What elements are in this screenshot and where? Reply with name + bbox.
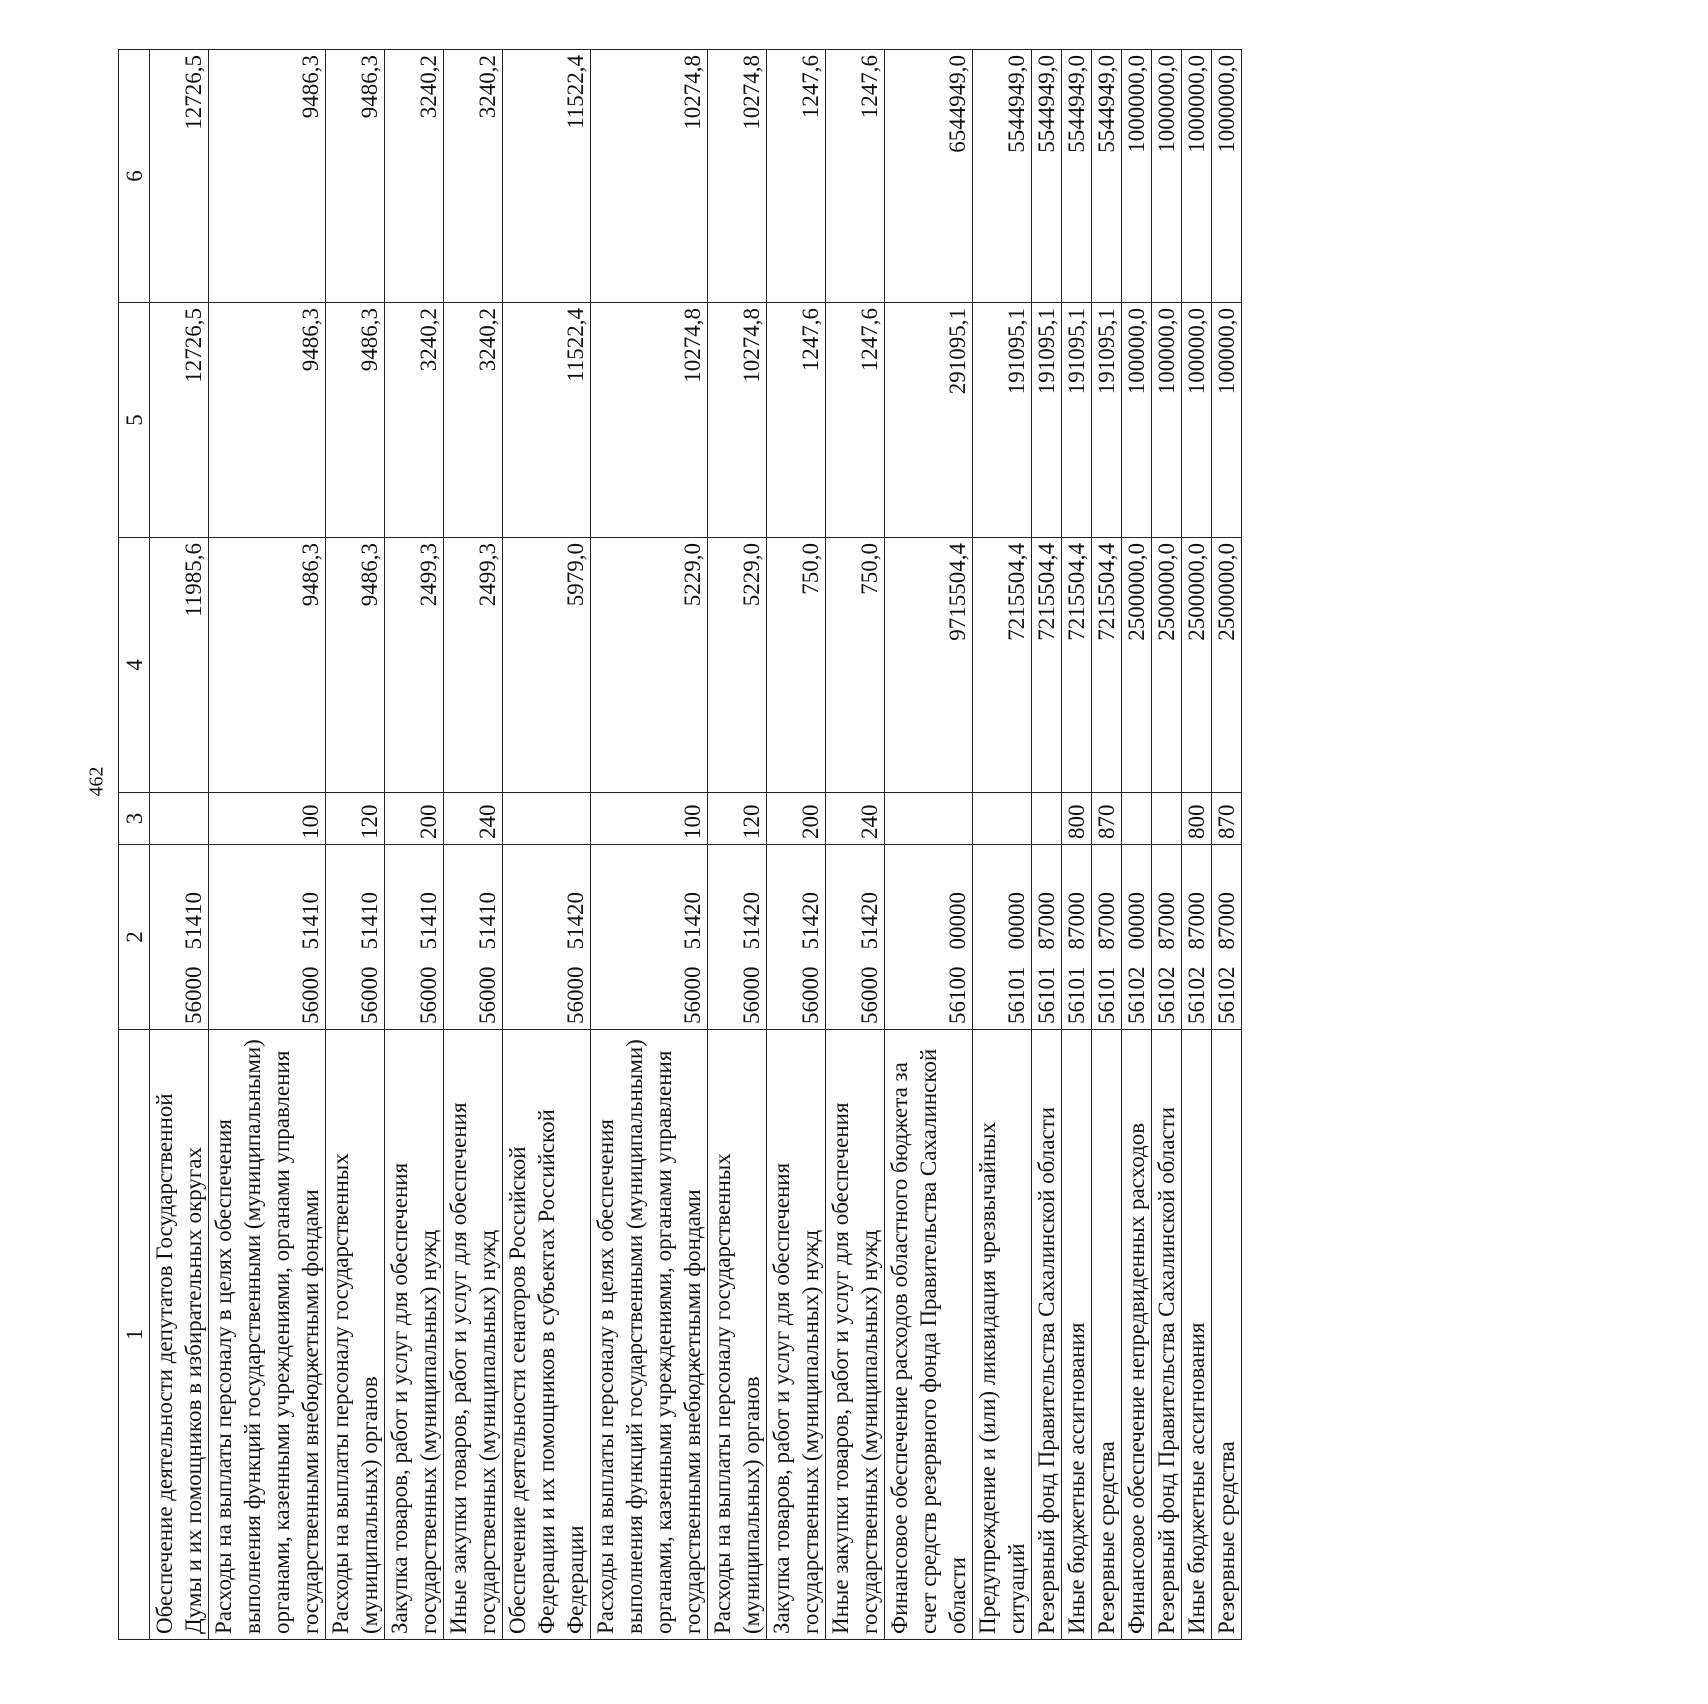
program-code: 56102: [1184, 966, 1209, 1024]
table-row: [385, 50, 444, 1640]
table-row: [326, 50, 385, 1640]
row-value-col5: 291095,1: [885, 303, 973, 538]
table-row: [1032, 50, 1062, 1640]
table-row: [503, 50, 591, 1640]
row-value-col4: 11985,6: [150, 538, 209, 793]
row-expense-type: [1152, 793, 1182, 845]
row-value-col4: 9486,3: [209, 538, 326, 793]
rotated-table-region: [118, 50, 1708, 1634]
row-expense-type: 120: [326, 793, 385, 845]
direction-code: 87000: [1154, 892, 1179, 950]
program-code: 56000: [416, 966, 441, 1024]
row-value-col4: 2500000,0: [1182, 538, 1212, 793]
program-code: 56101: [1064, 966, 1089, 1024]
row-value-col5: 191095,1: [1062, 303, 1092, 538]
table-row: [1182, 50, 1212, 1640]
row-value-col5: 100000,0: [1122, 303, 1152, 538]
direction-code: 87000: [1214, 892, 1239, 950]
row-value-col5: 100000,0: [1212, 303, 1242, 538]
row-name: Обеспечение деятельности депутатов Государственной Думы и их помощников в избирательных округах: [150, 1030, 209, 1640]
row-expense-type: [1032, 793, 1062, 845]
row-name: Резервные средства: [1212, 1030, 1242, 1640]
row-value-col4: 5229,0: [708, 538, 767, 793]
program-code: 56000: [357, 966, 382, 1024]
row-value-col4: 2499,3: [444, 538, 503, 793]
row-value-col6: 9486,3: [326, 50, 385, 303]
row-name: Резервные средства: [1092, 1030, 1122, 1640]
row-name: Расходы на выплаты персоналу в целях обеспечения выполнения функций государственными (муниципальными) органами, казенными учреждениями, органами управления государственными внебюджетными фондами: [209, 1030, 326, 1640]
table-row: [1062, 50, 1092, 1640]
row-value-col5: 191095,1: [1092, 303, 1122, 538]
direction-code: 00000: [1004, 892, 1029, 950]
direction-code: 51410: [416, 892, 441, 950]
row-target-code: [767, 845, 826, 1030]
direction-code: 51410: [475, 892, 500, 950]
row-value-col6: 5544949,0: [1062, 50, 1092, 303]
row-value-col4: 750,0: [767, 538, 826, 793]
row-expense-type: 800: [1182, 793, 1212, 845]
row-value-col4: 750,0: [826, 538, 885, 793]
row-value-col5: 191095,1: [973, 303, 1032, 538]
program-code: 56000: [181, 966, 206, 1024]
row-value-col6: 11522,4: [503, 50, 591, 303]
row-value-col5: 1247,6: [826, 303, 885, 538]
row-name: Расходы на выплаты персоналу государственных (муниципальных) органов: [326, 1030, 385, 1640]
row-expense-type: 240: [826, 793, 885, 845]
direction-code: 00000: [1124, 892, 1149, 950]
row-value-col5: 1247,6: [767, 303, 826, 538]
column-header-3: 3: [119, 793, 150, 845]
row-value-col4: 2500000,0: [1152, 538, 1182, 793]
program-code: 56102: [1154, 966, 1179, 1024]
program-code: 56000: [563, 966, 588, 1024]
row-name: Закупка товаров, работ и услуг для обеспечения государственных (муниципальных) нужд: [767, 1030, 826, 1640]
row-value-col6: 9486,3: [209, 50, 326, 303]
direction-code: 51420: [563, 892, 588, 950]
row-value-col6: 1000000,0: [1182, 50, 1212, 303]
row-target-code: [326, 845, 385, 1030]
row-name: Финансовое обеспечение непредвиденных расходов: [1122, 1030, 1152, 1640]
row-expense-type: [150, 793, 209, 845]
row-target-code: [385, 845, 444, 1030]
budget-table: [118, 49, 1242, 1640]
table-row: [1092, 50, 1122, 1640]
row-value-col6: 1000000,0: [1122, 50, 1152, 303]
program-code: 56100: [945, 966, 970, 1024]
row-value-col4: 5979,0: [503, 538, 591, 793]
column-header-4: 4: [119, 538, 150, 793]
row-target-code: [1212, 845, 1242, 1030]
row-name: Закупка товаров, работ и услуг для обеспечения государственных (муниципальных) нужд: [385, 1030, 444, 1640]
table-row: [1152, 50, 1182, 1640]
row-expense-type: [1122, 793, 1152, 845]
row-value-col6: 5544949,0: [1092, 50, 1122, 303]
row-name: Финансовое обеспечение расходов областного бюджета за счет средств резервного фонда Правительства Сахалинской области: [885, 1030, 973, 1640]
row-value-col6: 6544949,0: [885, 50, 973, 303]
table-row: [708, 50, 767, 1640]
program-code: 56000: [739, 966, 764, 1024]
program-code: 56000: [798, 966, 823, 1024]
row-target-code: [1152, 845, 1182, 1030]
table-row: [209, 50, 326, 1640]
row-value-col6: 1000000,0: [1212, 50, 1242, 303]
program-code: 56102: [1124, 966, 1149, 1024]
row-value-col4: 2500000,0: [1122, 538, 1152, 793]
program-code: 56102: [1214, 966, 1239, 1024]
row-value-col4: 2500000,0: [1212, 538, 1242, 793]
row-value-col6: 10274,8: [591, 50, 708, 303]
row-target-code: [1032, 845, 1062, 1030]
row-expense-type: 870: [1092, 793, 1122, 845]
page-number: 462: [85, 766, 108, 797]
row-value-col4: 2499,3: [385, 538, 444, 793]
row-value-col5: 9486,3: [209, 303, 326, 538]
row-expense-type: 870: [1212, 793, 1242, 845]
row-value-col5: 12726,5: [150, 303, 209, 538]
table-row: [767, 50, 826, 1640]
budget-sheet: [118, 50, 1239, 1640]
row-name: Иные закупки товаров, работ и услуг для обеспечения государственных (муниципальных) нужд: [826, 1030, 885, 1640]
row-value-col5: 10274,8: [591, 303, 708, 538]
row-name: Иные бюджетные ассигнования: [1182, 1030, 1212, 1640]
row-value-col5: 3240,2: [444, 303, 503, 538]
row-expense-type: 200: [767, 793, 826, 845]
row-target-code: [1092, 845, 1122, 1030]
program-code: 56101: [1004, 966, 1029, 1024]
row-value-col5: 11522,4: [503, 303, 591, 538]
row-value-col5: 191095,1: [1032, 303, 1062, 538]
direction-code: 51410: [181, 892, 206, 950]
row-expense-type: [503, 793, 591, 845]
row-expense-type: 120: [708, 793, 767, 845]
direction-code: 51420: [680, 892, 705, 950]
row-name: Расходы на выплаты персоналу в целях обеспечения выполнения функций государственными (муниципальными) органами, казенными учреждениями, органами управления государственными внебюджетными фондами: [591, 1030, 708, 1640]
row-expense-type: 200: [385, 793, 444, 845]
table-row: [826, 50, 885, 1640]
column-header-5: 5: [119, 303, 150, 538]
column-header-6: 6: [119, 50, 150, 303]
table-row: [885, 50, 973, 1640]
program-code: 56101: [1034, 966, 1059, 1024]
direction-code: 87000: [1094, 892, 1119, 950]
row-expense-type: [885, 793, 973, 845]
row-target-code: [973, 845, 1032, 1030]
row-value-col6: 12726,5: [150, 50, 209, 303]
row-value-col5: 10274,8: [708, 303, 767, 538]
row-value-col4: 7215504,4: [1032, 538, 1062, 793]
direction-code: 87000: [1034, 892, 1059, 950]
row-value-col6: 1000000,0: [1152, 50, 1182, 303]
row-target-code: [444, 845, 503, 1030]
row-value-col5: 9486,3: [326, 303, 385, 538]
program-code: 56000: [298, 966, 323, 1024]
row-target-code: [1122, 845, 1152, 1030]
row-value-col4: 7215504,4: [1092, 538, 1122, 793]
row-target-code: [209, 845, 326, 1030]
row-value-col5: 3240,2: [385, 303, 444, 538]
row-name: Предупреждение и (или) ликвидация чрезвычайных ситуаций: [973, 1030, 1032, 1640]
row-value-col4: 9715504,4: [885, 538, 973, 793]
row-value-col4: 5229,0: [591, 538, 708, 793]
row-value-col5: 100000,0: [1152, 303, 1182, 538]
header-row: [119, 50, 150, 1640]
table-row: [591, 50, 708, 1640]
program-code: 56000: [680, 966, 705, 1024]
row-name: Иные закупки товаров, работ и услуг для обеспечения государственных (муниципальных) нужд: [444, 1030, 503, 1640]
row-target-code: [150, 845, 209, 1030]
row-target-code: [826, 845, 885, 1030]
row-expense-type: 100: [591, 793, 708, 845]
program-code: 56000: [475, 966, 500, 1024]
row-name: Резервный фонд Правительства Сахалинской области: [1032, 1030, 1062, 1640]
column-header-2: 2: [119, 845, 150, 1030]
row-value-col6: 1247,6: [826, 50, 885, 303]
direction-code: 51420: [798, 892, 823, 950]
row-value-col4: 7215504,4: [1062, 538, 1092, 793]
column-header-1: 1: [119, 1030, 150, 1640]
direction-code: 51420: [739, 892, 764, 950]
row-target-code: [591, 845, 708, 1030]
row-value-col6: 10274,8: [708, 50, 767, 303]
direction-code: 51420: [857, 892, 882, 950]
row-name: Резервный фонд Правительства Сахалинской области: [1152, 1030, 1182, 1640]
program-code: 56000: [857, 966, 882, 1024]
row-name: Обеспечение деятельности сенаторов Российской Федерации и их помощников в субъектах Российской Федерации: [503, 1030, 591, 1640]
direction-code: 00000: [945, 892, 970, 950]
table-row: [150, 50, 209, 1640]
row-value-col6: 3240,2: [385, 50, 444, 303]
row-expense-type: 800: [1062, 793, 1092, 845]
row-expense-type: 100: [209, 793, 326, 845]
row-value-col4: 7215504,4: [973, 538, 1032, 793]
row-value-col6: 1247,6: [767, 50, 826, 303]
row-expense-type: [973, 793, 1032, 845]
row-target-code: [1182, 845, 1212, 1030]
row-value-col4: 9486,3: [326, 538, 385, 793]
table-row: [1212, 50, 1242, 1640]
table-row: [1122, 50, 1152, 1640]
row-value-col6: 5544949,0: [973, 50, 1032, 303]
row-target-code: [708, 845, 767, 1030]
table-row: [444, 50, 503, 1640]
row-value-col5: 100000,0: [1182, 303, 1212, 538]
table-row: [973, 50, 1032, 1640]
row-value-col6: 3240,2: [444, 50, 503, 303]
row-name: Расходы на выплаты персоналу государственных (муниципальных) органов: [708, 1030, 767, 1640]
row-value-col6: 5544949,0: [1032, 50, 1062, 303]
row-name: Иные бюджетные ассигнования: [1062, 1030, 1092, 1640]
row-expense-type: 240: [444, 793, 503, 845]
program-code: 56101: [1094, 966, 1119, 1024]
row-target-code: [1062, 845, 1092, 1030]
row-target-code: [885, 845, 973, 1030]
direction-code: 51410: [357, 892, 382, 950]
direction-code: 51410: [298, 892, 323, 950]
direction-code: 87000: [1184, 892, 1209, 950]
direction-code: 87000: [1064, 892, 1089, 950]
row-target-code: [503, 845, 591, 1030]
